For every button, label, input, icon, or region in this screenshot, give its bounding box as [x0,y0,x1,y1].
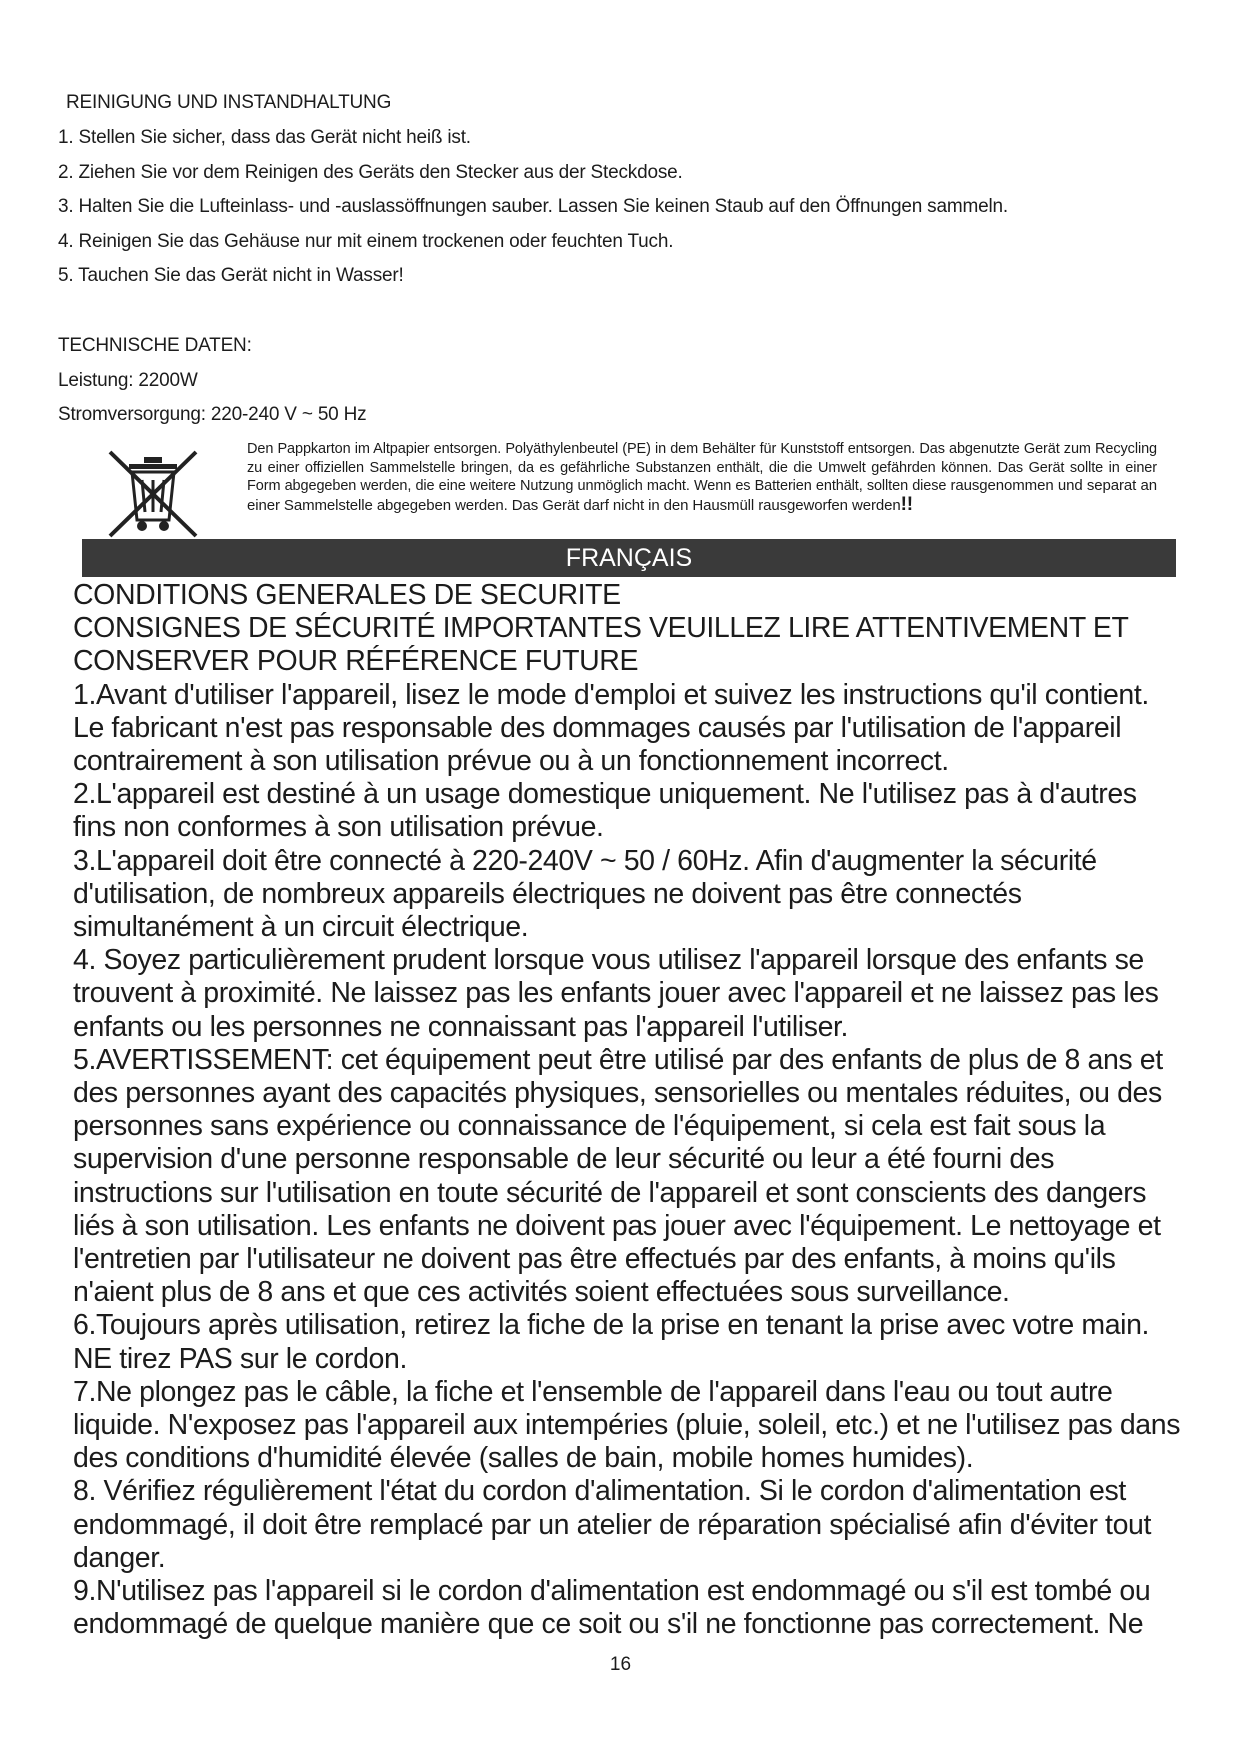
cleaning-step: 5. Tauchen Sie das Gerät nicht in Wasser! [58,265,404,286]
cleaning-step: 3. Halten Sie die Lufteinlass- und -auslassöffnungen sauber. Lassen Sie keinen Staub auf den Öffnungen sammeln. [58,196,1008,217]
disposal-notice [247,440,1157,515]
safety-item: 5.AVERTISSEMENT: cet équipement peut être utilisé par des enfants de plus de 8 ans et des personnes ayant des capacités physiques, sensorielles ou mentales réduites, ou des personnes sans expérience ou connaissance de l'équipement, si cela est fait sous la supervision d'une personne responsable de leur sécurité ou leur a été fourni des instructions sur l'utilisation en toute sécurité de l'appareil et sont conscients des dangers liés à son utilisation. Les enfants ne doivent pas jouer avec l'équipement. Le nettoyage et l'entretien par l'utilisateur ne doivent pas être effectués par des enfants, à moins qu'ils n'aient plus de 8 ans et que ces activités soient effectuées sous surveillance. [73,1043,1163,1309]
safety-item: 6.Toujours après utilisation, retirez la fiche de la prise en tenant la prise avec votre main. NE tirez PAS sur le cordon. [73,1309,1150,1375]
french-heading-2: CONSIGNES DE SÉCURITÉ IMPORTANTES VEUILLEZ LIRE ATTENTIVEMENT ET CONSERVER POUR RÉFÉRENCE FUTURE [73,612,1128,678]
safety-item: 2.L'appareil est destiné à un usage domestique uniquement. Ne l'utilisez pas à d'autres fins non conformes à son utilisation prévue. [73,778,1137,844]
language-bar: FRANÇAIS [82,539,1176,577]
cleaning-title: REINIGUNG UND INSTANDHALTUNG [66,92,392,113]
tech-title: TECHNISCHE DATEN: [58,335,252,356]
disposal-last-line: rausgenommen und separat an einer Sammelstelle abgegeben werden. Das Gerät darf nicht in den Hausmüll rausgeworfen werden [247,477,1157,514]
french-heading-1: CONDITIONS GENERALES DE SECURITE [73,579,621,611]
tech-supply: Stromversorgung: 220-240 V ~ 50 Hz [58,404,367,425]
technical-data [58,334,366,438]
cleaning-step: 1. Stellen Sie sicher, dass das Gerät nicht heiß ist. [58,127,471,148]
page-number: 16 [609,1654,632,1675]
disposal-exclamation: !! [900,493,914,515]
safety-item: 8. Vérifiez régulièrement l'état du cordon d'alimentation. Si le cordon d'alimentation est endommagé, il doit être remplacé par un atelier de réparation spécialisé afin d'éviter tout danger. [73,1475,1151,1574]
cleaning-step: 2. Ziehen Sie vor dem Reinigen des Geräts den Stecker aus der Steckdose. [58,161,683,183]
tech-power: Leistung: 2200W [58,369,198,391]
safety-item: 3.L'appareil doit être connecté à 220-240V ~ 50 / 60Hz. Afin d'augmenter la sécurité d'utilisation, de nombreux appareils électriques ne doivent pas être connectés simultanément à un circuit électrique. [73,844,1097,944]
disposal-text: Den Pappkarton im Altpapier entsorgen. Polyäthylenbeutel (PE) in dem Behälter für Kunststoff entsorgen. Das abgenutzte Gerät zum Recycling zu einer offiziellen Sammelstelle bringen, da es gefährliche Substanzen enthält, die die Umwelt gefährden können. Das Gerät sollte in einer Form abgegeben werden, die eine weitere Nutzung unmöglich macht. Wenn es Batterien enthält, sollten diese [247,441,1157,494]
safety-item: 1.Avant d'utiliser l'appareil, lisez le mode d'emploi et suivez les instructions qu'il contient. Le fabricant n'est pas responsable des dommages causés par l'utilisation de l'appareil contrairement à son utilisation prévue ou à un fonctionnement incorrect. [73,678,1149,778]
safety-item: 7.Ne plongez pas le câble, la fiche et l'ensemble de l'appareil dans l'eau ou tout autre liquide. N'exposez pas l'appareil aux intempéries (pluie, soleil, etc.) et ne l'utilisez pas dans des conditions d'humidité élevée (salles de bain, mobile homes humides). [73,1375,1181,1475]
french-safety-section [73,579,1183,1642]
crossed-out-wheelie-bin-icon [102,442,204,544]
safety-item: 9.N'utilisez pas l'appareil si le cordon d'alimentation est endommagé ou s'il est tombé ou endommagé de quelque manière que ce soit ou s'il ne fonctionne pas correctement. Ne [73,1575,1151,1641]
cleaning-steps-list [58,126,1158,299]
safety-item: 4. Soyez particulièrement prudent lorsque vous utilisez l'appareil lorsque des enfants se trouvent à proximité. Ne laissez pas les enfants jouer avec l'appareil et ne laissez pas les enfants ou les personnes ne connaissant pas l'appareil l'utiliser. [73,944,1159,1043]
cleaning-step: 4. Reinigen Sie das Gehäuse nur mit einem trockenen oder feuchten Tuch. [58,230,674,252]
